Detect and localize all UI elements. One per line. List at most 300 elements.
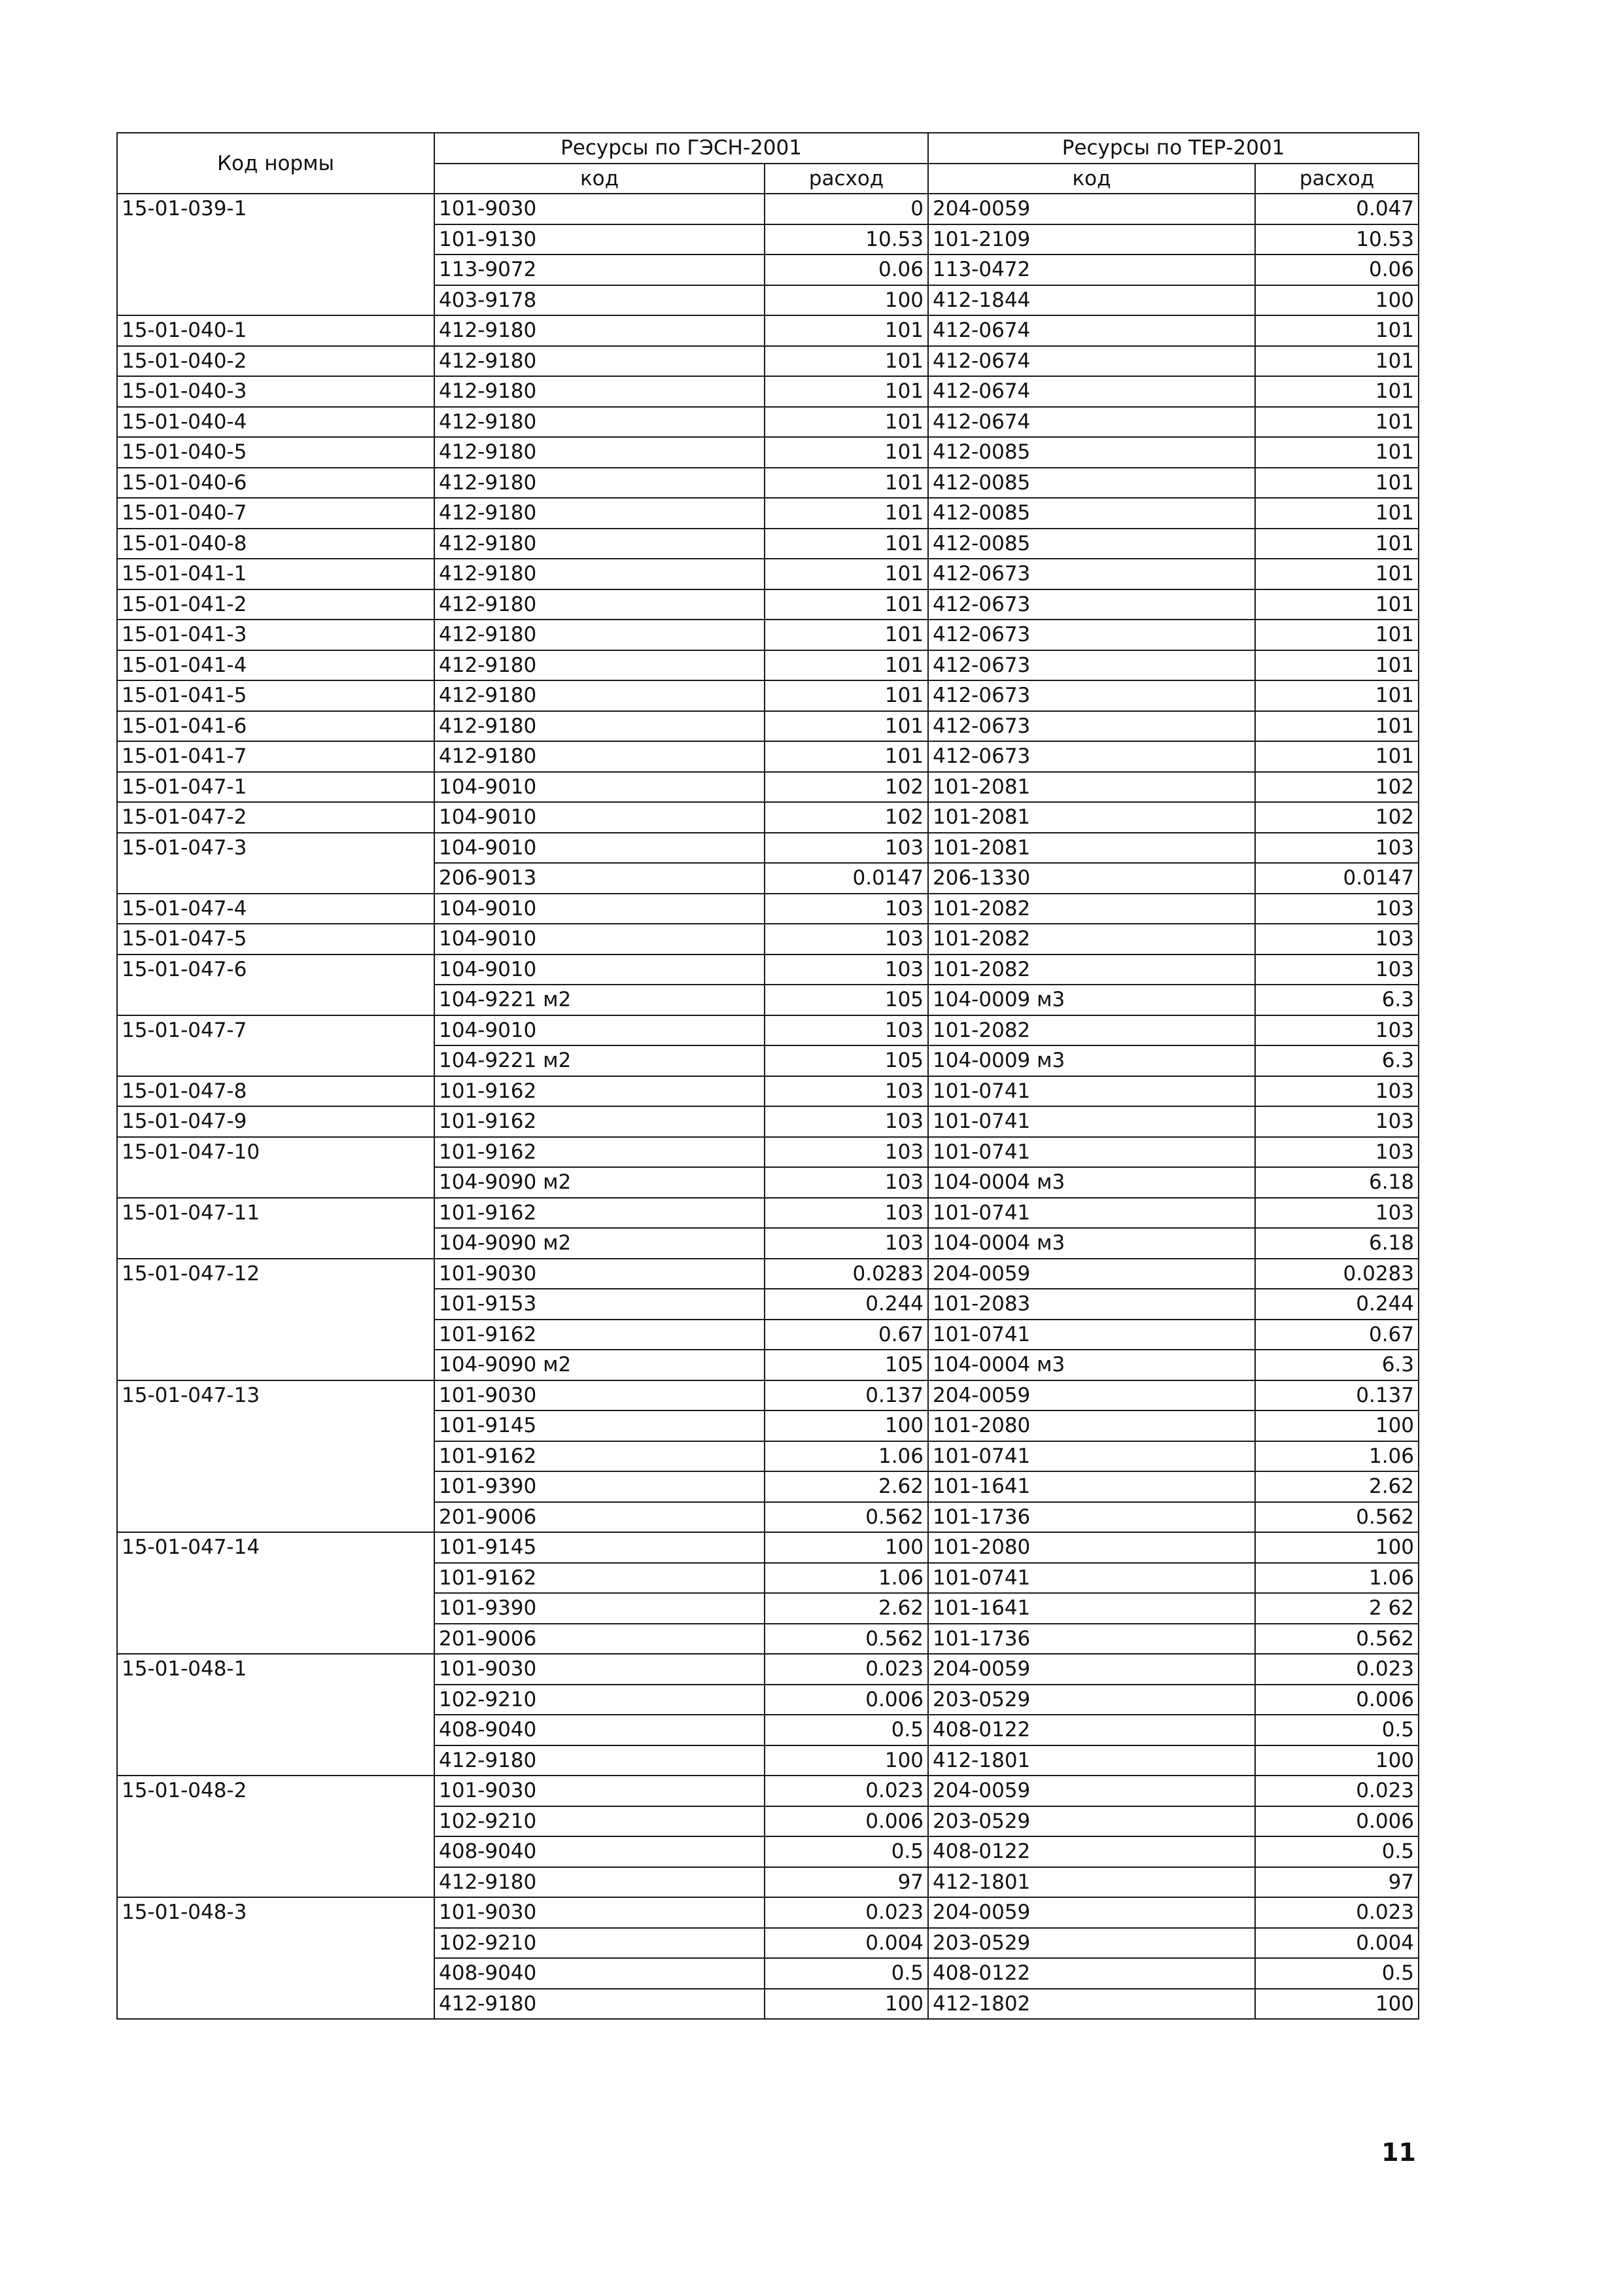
ter-consumption-cell: 103 bbox=[1255, 924, 1419, 955]
ter-consumption-cell: 0.023 bbox=[1255, 1897, 1419, 1928]
ter-consumption-cell: 1.06 bbox=[1255, 1441, 1419, 1472]
table-row bbox=[117, 1745, 1419, 1776]
table-row bbox=[117, 863, 1419, 894]
ter-code-cell: 412-0674 bbox=[928, 346, 1255, 377]
table-row bbox=[117, 1502, 1419, 1533]
table-row bbox=[117, 498, 1419, 529]
ter-code-cell: 412-0085 bbox=[928, 529, 1255, 559]
gesn-code-cell: 104-9010 bbox=[434, 833, 765, 864]
norm-code-cell: 15-01-041-2 bbox=[117, 589, 434, 620]
ter-code-cell: 101-2081 bbox=[928, 802, 1255, 833]
table-header bbox=[117, 133, 1419, 194]
ter-code-cell: 101-0741 bbox=[928, 1076, 1255, 1107]
gesn-consumption-cell: 0.5 bbox=[765, 1958, 928, 1989]
ter-code-cell: 101-1641 bbox=[928, 1471, 1255, 1502]
gesn-code-cell: 101-9130 bbox=[434, 224, 765, 255]
gesn-code-cell: 101-9162 bbox=[434, 1441, 765, 1472]
table-row bbox=[117, 1198, 1419, 1229]
gesn-consumption-cell: 101 bbox=[765, 589, 928, 620]
norm-code-cell bbox=[117, 1867, 434, 1898]
gesn-consumption-cell: 103 bbox=[765, 894, 928, 924]
ter-consumption-cell: 101 bbox=[1255, 498, 1419, 529]
gesn-consumption-cell: 0.562 bbox=[765, 1502, 928, 1533]
norm-code-cell bbox=[117, 1563, 434, 1594]
ter-consumption-cell: 101 bbox=[1255, 620, 1419, 650]
gesn-code-cell: 101-9030 bbox=[434, 1897, 765, 1928]
ter-consumption-cell: 0.023 bbox=[1255, 1654, 1419, 1685]
gesn-code-cell: 101-9162 bbox=[434, 1076, 765, 1107]
gesn-code-cell: 101-9030 bbox=[434, 194, 765, 224]
ter-code-cell: 113-0472 bbox=[928, 254, 1255, 285]
norm-code-cell bbox=[117, 1320, 434, 1350]
ter-consumption-cell: 101 bbox=[1255, 741, 1419, 772]
table-row bbox=[117, 529, 1419, 559]
norm-code-cell bbox=[117, 1928, 434, 1959]
norm-code-cell: 15-01-041-1 bbox=[117, 559, 434, 589]
ter-code-cell: 101-0741 bbox=[928, 1198, 1255, 1229]
gesn-code-cell: 412-9180 bbox=[434, 468, 765, 499]
ter-code-cell: 412-1801 bbox=[928, 1745, 1255, 1776]
gesn-consumption-cell: 101 bbox=[765, 346, 928, 377]
gesn-code-cell: 408-9040 bbox=[434, 1958, 765, 1989]
norm-code-cell bbox=[117, 1471, 434, 1502]
norm-code-cell bbox=[117, 1836, 434, 1867]
norm-code-cell: 15-01-040-3 bbox=[117, 376, 434, 407]
table-row bbox=[117, 468, 1419, 499]
table-row bbox=[117, 407, 1419, 438]
gesn-consumption-cell: 100 bbox=[765, 285, 928, 316]
gesn-code-cell: 101-9162 bbox=[434, 1563, 765, 1594]
ter-consumption-cell: 101 bbox=[1255, 468, 1419, 499]
norm-code-cell bbox=[117, 1167, 434, 1198]
gesn-consumption-cell: 97 bbox=[765, 1867, 928, 1898]
ter-consumption-cell: 1.06 bbox=[1255, 1563, 1419, 1594]
norm-code-cell: 15-01-040-4 bbox=[117, 407, 434, 438]
gesn-consumption-cell: 0.5 bbox=[765, 1715, 928, 1745]
gesn-consumption-cell: 0.06 bbox=[765, 254, 928, 285]
norm-code-cell: 15-01-040-5 bbox=[117, 437, 434, 468]
norm-code-cell: 15-01-047-11 bbox=[117, 1198, 434, 1229]
table-row bbox=[117, 1015, 1419, 1046]
ter-code-cell: 408-0122 bbox=[928, 1715, 1255, 1745]
ter-consumption-cell: 0.562 bbox=[1255, 1502, 1419, 1533]
gesn-code-cell: 101-9162 bbox=[434, 1137, 765, 1168]
norm-code-cell: 15-01-041-5 bbox=[117, 680, 434, 711]
gesn-consumption-cell: 101 bbox=[765, 468, 928, 499]
norm-code-cell bbox=[117, 1715, 434, 1745]
table-row bbox=[117, 376, 1419, 407]
ter-consumption-cell: 0.006 bbox=[1255, 1806, 1419, 1837]
norm-code-cell bbox=[117, 1806, 434, 1837]
table-row bbox=[117, 1320, 1419, 1350]
norm-code-cell bbox=[117, 1624, 434, 1655]
table-row bbox=[117, 1259, 1419, 1289]
gesn-code-cell: 412-9180 bbox=[434, 650, 765, 681]
ter-consumption-cell: 2.62 bbox=[1255, 1471, 1419, 1502]
table-row bbox=[117, 802, 1419, 833]
table-row bbox=[117, 194, 1419, 224]
gesn-consumption-cell: 101 bbox=[765, 711, 928, 742]
table-row bbox=[117, 894, 1419, 924]
ter-code-cell: 101-2081 bbox=[928, 772, 1255, 803]
gesn-code-cell: 412-9180 bbox=[434, 529, 765, 559]
ter-consumption-cell: 101 bbox=[1255, 407, 1419, 438]
gesn-code-cell: 206-9013 bbox=[434, 863, 765, 894]
gesn-consumption-cell: 0 bbox=[765, 194, 928, 224]
norm-code-cell: 15-01-047-8 bbox=[117, 1076, 434, 1107]
gesn-consumption-cell: 100 bbox=[765, 1410, 928, 1441]
gesn-consumption-cell: 105 bbox=[765, 985, 928, 1015]
ter-consumption-cell: 101 bbox=[1255, 346, 1419, 377]
ter-consumption-cell: 100 bbox=[1255, 285, 1419, 316]
header-gesn-code: код bbox=[434, 164, 765, 194]
gesn-code-cell: 104-9090 м2 bbox=[434, 1228, 765, 1259]
gesn-consumption-cell: 101 bbox=[765, 407, 928, 438]
table-row bbox=[117, 224, 1419, 255]
norm-code-cell: 15-01-047-10 bbox=[117, 1137, 434, 1168]
header-ter-consumption: расход bbox=[1255, 164, 1419, 194]
ter-consumption-cell: 100 bbox=[1255, 1532, 1419, 1563]
ter-code-cell: 412-0674 bbox=[928, 407, 1255, 438]
norm-code-cell: 15-01-047-1 bbox=[117, 772, 434, 803]
gesn-code-cell: 408-9040 bbox=[434, 1715, 765, 1745]
table-row bbox=[117, 285, 1419, 316]
table-row bbox=[117, 437, 1419, 468]
norm-code-cell: 15-01-047-14 bbox=[117, 1532, 434, 1563]
ter-code-cell: 412-0085 bbox=[928, 437, 1255, 468]
gesn-code-cell: 101-9030 bbox=[434, 1776, 765, 1806]
table-row bbox=[117, 559, 1419, 589]
ter-code-cell: 101-2082 bbox=[928, 955, 1255, 985]
norm-code-cell: 15-01-047-7 bbox=[117, 1015, 434, 1046]
ter-consumption-cell: 101 bbox=[1255, 680, 1419, 711]
gesn-code-cell: 104-9010 bbox=[434, 894, 765, 924]
norm-code-cell bbox=[117, 1685, 434, 1715]
norm-code-cell: 15-01-047-4 bbox=[117, 894, 434, 924]
gesn-consumption-cell: 101 bbox=[765, 437, 928, 468]
ter-consumption-cell: 0.004 bbox=[1255, 1928, 1419, 1959]
gesn-consumption-cell: 103 bbox=[765, 1137, 928, 1168]
norm-code-cell bbox=[117, 254, 434, 285]
table-row bbox=[117, 1897, 1419, 1928]
ter-consumption-cell: 102 bbox=[1255, 772, 1419, 803]
gesn-consumption-cell: 103 bbox=[765, 1015, 928, 1046]
ter-code-cell: 204-0059 bbox=[928, 1776, 1255, 1806]
ter-consumption-cell: 10.53 bbox=[1255, 224, 1419, 255]
table-row bbox=[117, 833, 1419, 864]
ter-code-cell: 203-0529 bbox=[928, 1806, 1255, 1837]
table-row bbox=[117, 1167, 1419, 1198]
ter-code-cell: 412-0673 bbox=[928, 680, 1255, 711]
gesn-code-cell: 104-9010 bbox=[434, 772, 765, 803]
norm-code-cell bbox=[117, 985, 434, 1015]
gesn-code-cell: 412-9180 bbox=[434, 620, 765, 650]
ter-code-cell: 101-2083 bbox=[928, 1289, 1255, 1320]
gesn-code-cell: 101-9390 bbox=[434, 1593, 765, 1624]
gesn-code-cell: 102-9210 bbox=[434, 1685, 765, 1715]
table-row bbox=[117, 1715, 1419, 1745]
gesn-consumption-cell: 0.004 bbox=[765, 1928, 928, 1959]
ter-consumption-cell: 0.006 bbox=[1255, 1685, 1419, 1715]
table-row bbox=[117, 680, 1419, 711]
gesn-consumption-cell: 0.0283 bbox=[765, 1259, 928, 1289]
gesn-code-cell: 412-9180 bbox=[434, 346, 765, 377]
ter-consumption-cell: 103 bbox=[1255, 1106, 1419, 1137]
norm-code-cell: 15-01-047-5 bbox=[117, 924, 434, 955]
norm-code-cell bbox=[117, 1289, 434, 1320]
gesn-code-cell: 101-9145 bbox=[434, 1410, 765, 1441]
table-row bbox=[117, 1928, 1419, 1959]
table-row bbox=[117, 1045, 1419, 1076]
gesn-consumption-cell: 100 bbox=[765, 1745, 928, 1776]
gesn-consumption-cell: 103 bbox=[765, 1198, 928, 1229]
ter-consumption-cell: 100 bbox=[1255, 1989, 1419, 2020]
table-row bbox=[117, 1624, 1419, 1655]
table-row bbox=[117, 1532, 1419, 1563]
table-row bbox=[117, 589, 1419, 620]
gesn-code-cell: 412-9180 bbox=[434, 376, 765, 407]
ter-consumption-cell: 0.06 bbox=[1255, 254, 1419, 285]
gesn-consumption-cell: 0.023 bbox=[765, 1897, 928, 1928]
ter-consumption-cell: 101 bbox=[1255, 315, 1419, 346]
gesn-consumption-cell: 105 bbox=[765, 1045, 928, 1076]
ter-code-cell: 412-1802 bbox=[928, 1989, 1255, 2020]
ter-consumption-cell: 101 bbox=[1255, 650, 1419, 681]
norm-code-cell bbox=[117, 1745, 434, 1776]
gesn-code-cell: 101-9162 bbox=[434, 1198, 765, 1229]
norm-code-cell bbox=[117, 1441, 434, 1472]
ter-consumption-cell: 103 bbox=[1255, 1015, 1419, 1046]
norm-code-cell bbox=[117, 1989, 434, 2020]
ter-code-cell: 412-1801 bbox=[928, 1867, 1255, 1898]
table-row bbox=[117, 1989, 1419, 2020]
gesn-code-cell: 412-9180 bbox=[434, 711, 765, 742]
gesn-consumption-cell: 101 bbox=[765, 315, 928, 346]
ter-consumption-cell: 103 bbox=[1255, 1137, 1419, 1168]
header-gesn-group: Ресурсы по ГЭСН-2001 bbox=[434, 133, 928, 164]
ter-code-cell: 101-0741 bbox=[928, 1320, 1255, 1350]
gesn-consumption-cell: 100 bbox=[765, 1989, 928, 2020]
ter-code-cell: 101-2080 bbox=[928, 1532, 1255, 1563]
ter-consumption-cell: 2 62 bbox=[1255, 1593, 1419, 1624]
table-row bbox=[117, 650, 1419, 681]
ter-consumption-cell: 101 bbox=[1255, 589, 1419, 620]
ter-consumption-cell: 0.244 bbox=[1255, 1289, 1419, 1320]
ter-consumption-cell: 103 bbox=[1255, 1076, 1419, 1107]
ter-code-cell: 101-0741 bbox=[928, 1441, 1255, 1472]
gesn-code-cell: 113-9072 bbox=[434, 254, 765, 285]
gesn-consumption-cell: 103 bbox=[765, 1228, 928, 1259]
table-row bbox=[117, 315, 1419, 346]
ter-consumption-cell: 101 bbox=[1255, 376, 1419, 407]
ter-consumption-cell: 6.18 bbox=[1255, 1228, 1419, 1259]
gesn-consumption-cell: 103 bbox=[765, 1076, 928, 1107]
gesn-consumption-cell: 0.137 bbox=[765, 1380, 928, 1411]
ter-code-cell: 204-0059 bbox=[928, 1897, 1255, 1928]
gesn-consumption-cell: 0.023 bbox=[765, 1654, 928, 1685]
ter-consumption-cell: 0.023 bbox=[1255, 1776, 1419, 1806]
gesn-code-cell: 104-9010 bbox=[434, 802, 765, 833]
ter-code-cell: 412-0085 bbox=[928, 498, 1255, 529]
ter-consumption-cell: 100 bbox=[1255, 1745, 1419, 1776]
norm-code-cell: 15-01-047-6 bbox=[117, 955, 434, 985]
norm-code-cell bbox=[117, 863, 434, 894]
norm-code-cell: 15-01-047-3 bbox=[117, 833, 434, 864]
norm-code-cell: 15-01-040-6 bbox=[117, 468, 434, 499]
gesn-code-cell: 403-9178 bbox=[434, 285, 765, 316]
ter-consumption-cell: 6.18 bbox=[1255, 1167, 1419, 1198]
ter-consumption-cell: 97 bbox=[1255, 1867, 1419, 1898]
table-row bbox=[117, 1654, 1419, 1685]
norm-code-cell bbox=[117, 1350, 434, 1380]
gesn-code-cell: 104-9221 м2 bbox=[434, 1045, 765, 1076]
gesn-consumption-cell: 0.006 bbox=[765, 1806, 928, 1837]
ter-code-cell: 101-0741 bbox=[928, 1106, 1255, 1137]
ter-consumption-cell: 0.0283 bbox=[1255, 1259, 1419, 1289]
gesn-consumption-cell: 101 bbox=[765, 529, 928, 559]
table-row bbox=[117, 1410, 1419, 1441]
header-gesn-consumption: расход bbox=[765, 164, 928, 194]
ter-code-cell: 408-0122 bbox=[928, 1958, 1255, 1989]
table-row bbox=[117, 1867, 1419, 1898]
gesn-code-cell: 412-9180 bbox=[434, 559, 765, 589]
ter-consumption-cell: 0.137 bbox=[1255, 1380, 1419, 1411]
norm-code-cell bbox=[117, 1410, 434, 1441]
gesn-code-cell: 101-9153 bbox=[434, 1289, 765, 1320]
gesn-consumption-cell: 100 bbox=[765, 1532, 928, 1563]
gesn-code-cell: 101-9390 bbox=[434, 1471, 765, 1502]
norm-code-cell bbox=[117, 224, 434, 255]
gesn-consumption-cell: 102 bbox=[765, 802, 928, 833]
table-row bbox=[117, 924, 1419, 955]
table-row bbox=[117, 1836, 1419, 1867]
ter-code-cell: 412-0673 bbox=[928, 741, 1255, 772]
gesn-code-cell: 201-9006 bbox=[434, 1624, 765, 1655]
table-row bbox=[117, 1685, 1419, 1715]
ter-code-cell: 206-1330 bbox=[928, 863, 1255, 894]
ter-code-cell: 104-0009 м3 bbox=[928, 985, 1255, 1015]
ter-consumption-cell: 103 bbox=[1255, 955, 1419, 985]
resource-table bbox=[116, 132, 1419, 2020]
gesn-code-cell: 101-9162 bbox=[434, 1106, 765, 1137]
gesn-consumption-cell: 2.62 bbox=[765, 1471, 928, 1502]
gesn-code-cell: 102-9210 bbox=[434, 1806, 765, 1837]
ter-consumption-cell: 103 bbox=[1255, 894, 1419, 924]
norm-code-cell bbox=[117, 1228, 434, 1259]
norm-code-cell: 15-01-040-8 bbox=[117, 529, 434, 559]
norm-code-cell: 15-01-039-1 bbox=[117, 194, 434, 224]
gesn-code-cell: 412-9180 bbox=[434, 315, 765, 346]
ter-code-cell: 104-0004 м3 bbox=[928, 1167, 1255, 1198]
ter-consumption-cell: 103 bbox=[1255, 1198, 1419, 1229]
ter-code-cell: 101-1736 bbox=[928, 1502, 1255, 1533]
ter-code-cell: 104-0004 м3 bbox=[928, 1350, 1255, 1380]
gesn-consumption-cell: 0.0147 bbox=[765, 863, 928, 894]
gesn-consumption-cell: 103 bbox=[765, 1106, 928, 1137]
ter-code-cell: 101-1736 bbox=[928, 1624, 1255, 1655]
gesn-code-cell: 101-9030 bbox=[434, 1654, 765, 1685]
ter-code-cell: 412-1844 bbox=[928, 285, 1255, 316]
gesn-code-cell: 408-9040 bbox=[434, 1836, 765, 1867]
norm-code-cell: 15-01-047-12 bbox=[117, 1259, 434, 1289]
gesn-consumption-cell: 103 bbox=[765, 955, 928, 985]
gesn-code-cell: 201-9006 bbox=[434, 1502, 765, 1533]
ter-code-cell: 412-0673 bbox=[928, 650, 1255, 681]
gesn-code-cell: 412-9180 bbox=[434, 407, 765, 438]
ter-code-cell: 204-0059 bbox=[928, 1654, 1255, 1685]
gesn-code-cell: 101-9162 bbox=[434, 1320, 765, 1350]
norm-code-cell bbox=[117, 1045, 434, 1076]
ter-code-cell: 203-0529 bbox=[928, 1685, 1255, 1715]
ter-code-cell: 104-0004 м3 bbox=[928, 1228, 1255, 1259]
ter-code-cell: 101-0741 bbox=[928, 1137, 1255, 1168]
ter-code-cell: 412-0673 bbox=[928, 589, 1255, 620]
gesn-consumption-cell: 1.06 bbox=[765, 1563, 928, 1594]
gesn-consumption-cell: 103 bbox=[765, 924, 928, 955]
ter-consumption-cell: 101 bbox=[1255, 437, 1419, 468]
table-row bbox=[117, 1289, 1419, 1320]
gesn-consumption-cell: 0.023 bbox=[765, 1776, 928, 1806]
gesn-consumption-cell: 103 bbox=[765, 1167, 928, 1198]
norm-code-cell: 15-01-048-2 bbox=[117, 1776, 434, 1806]
norm-code-cell: 15-01-048-1 bbox=[117, 1654, 434, 1685]
norm-code-cell bbox=[117, 285, 434, 316]
gesn-consumption-cell: 101 bbox=[765, 376, 928, 407]
gesn-code-cell: 104-9221 м2 bbox=[434, 985, 765, 1015]
ter-code-cell: 412-0674 bbox=[928, 376, 1255, 407]
gesn-consumption-cell: 0.67 bbox=[765, 1320, 928, 1350]
gesn-code-cell: 101-9030 bbox=[434, 1259, 765, 1289]
gesn-consumption-cell: 101 bbox=[765, 650, 928, 681]
table-row bbox=[117, 1593, 1419, 1624]
norm-code-cell: 15-01-048-3 bbox=[117, 1897, 434, 1928]
ter-consumption-cell: 103 bbox=[1255, 833, 1419, 864]
ter-consumption-cell: 101 bbox=[1255, 711, 1419, 742]
ter-code-cell: 412-0673 bbox=[928, 711, 1255, 742]
header-ter-code: код bbox=[928, 164, 1255, 194]
norm-code-cell: 15-01-047-2 bbox=[117, 802, 434, 833]
table-row bbox=[117, 1776, 1419, 1806]
gesn-consumption-cell: 0.5 bbox=[765, 1836, 928, 1867]
ter-consumption-cell: 0.047 bbox=[1255, 194, 1419, 224]
gesn-code-cell: 104-9090 м2 bbox=[434, 1167, 765, 1198]
ter-code-cell: 204-0059 bbox=[928, 194, 1255, 224]
gesn-code-cell: 412-9180 bbox=[434, 680, 765, 711]
table-row bbox=[117, 711, 1419, 742]
ter-code-cell: 408-0122 bbox=[928, 1836, 1255, 1867]
gesn-consumption-cell: 0.006 bbox=[765, 1685, 928, 1715]
ter-code-cell: 203-0529 bbox=[928, 1928, 1255, 1959]
table-row bbox=[117, 1441, 1419, 1472]
ter-code-cell: 101-2109 bbox=[928, 224, 1255, 255]
table-row bbox=[117, 1958, 1419, 1989]
norm-code-cell: 15-01-040-1 bbox=[117, 315, 434, 346]
header-norm-code: Код нормы bbox=[117, 133, 434, 194]
gesn-code-cell: 412-9180 bbox=[434, 1989, 765, 2020]
table-row bbox=[117, 1076, 1419, 1107]
ter-consumption-cell: 0.67 bbox=[1255, 1320, 1419, 1350]
table-body bbox=[117, 194, 1419, 2019]
norm-code-cell: 15-01-047-9 bbox=[117, 1106, 434, 1137]
gesn-code-cell: 102-9210 bbox=[434, 1928, 765, 1959]
header-ter-group: Ресурсы по ТЕР-2001 bbox=[928, 133, 1419, 164]
gesn-consumption-cell: 2.62 bbox=[765, 1593, 928, 1624]
table-row bbox=[117, 1563, 1419, 1594]
gesn-consumption-cell: 0.244 bbox=[765, 1289, 928, 1320]
ter-code-cell: 101-2080 bbox=[928, 1410, 1255, 1441]
ter-consumption-cell: 100 bbox=[1255, 1410, 1419, 1441]
gesn-code-cell: 412-9180 bbox=[434, 741, 765, 772]
